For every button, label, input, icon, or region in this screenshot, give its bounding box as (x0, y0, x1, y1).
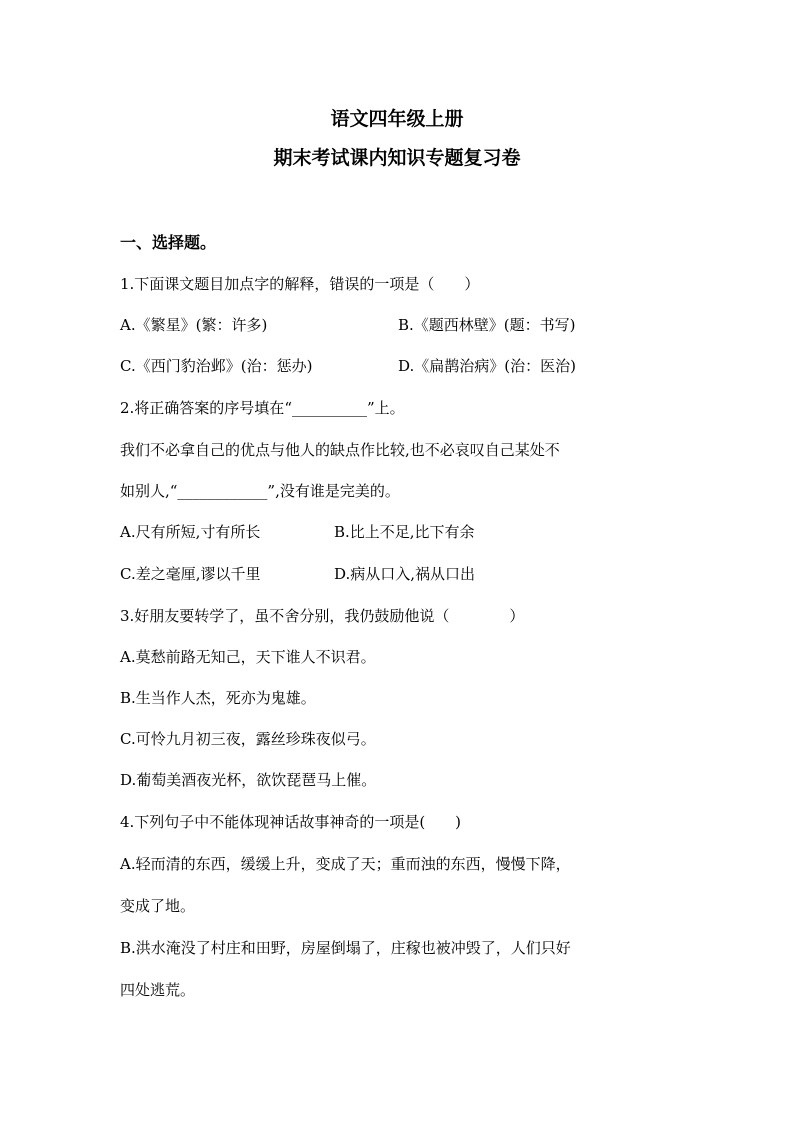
question-1-option-a: A.《繁星》(繁：许多) (120, 316, 268, 334)
page-title: 语文四年级上册 (330, 108, 464, 130)
question-2-passage-line-2: 如别人,“____________”,没有谁是完美的。 (120, 482, 400, 500)
question-2-option-a: A.尺有所短,寸有所长 (120, 523, 261, 541)
question-1-option-c: C.《西门豹治邺》(治：惩办) (120, 357, 313, 375)
question-2-passage-line-1: 我们不必拿自己的优点与他人的缺点作比较,也不必哀叹自己某处不 (120, 441, 560, 459)
question-2-option-d: D.病从口入,祸从口出 (334, 565, 476, 583)
question-1-stem: 1.下面课文题目加点字的解释，错误的一项是（ ） (120, 275, 480, 293)
question-3-option-b: B.生当作人杰，死亦为鬼雄。 (120, 689, 316, 707)
section-heading: 一、选择题。 (120, 233, 217, 252)
question-4-option-b-line-1: B.洪水淹没了村庄和田野，房屋倒塌了，庄稼也被冲毁了，人们只好 (120, 939, 571, 957)
question-2-option-c: C.差之毫厘,谬以千里 (120, 565, 261, 583)
page-subtitle: 期末考试课内知识专题复习卷 (273, 147, 521, 169)
question-1-option-d: D.《扁鹊治病》(治：医治) (398, 357, 576, 375)
question-4-option-a-line-1: A.轻而清的东西，缓缓上升，变成了天；重而浊的东西，慢慢下降， (120, 855, 571, 873)
question-3-option-a: A.莫愁前路无知己，天下谁人不识君。 (120, 648, 376, 666)
question-4-option-b-line-2: 四处逃荒。 (120, 981, 196, 999)
question-3-option-c: C.可怜九月初三夜，露丝珍珠夜似弓。 (120, 730, 376, 748)
question-1-option-b: B.《题西林壁》(题：书写) (398, 316, 576, 334)
question-4-option-a-line-2: 变成了地。 (120, 897, 196, 915)
question-2-stem: 2.将正确答案的序号填在“__________”上。 (120, 399, 405, 417)
question-3-option-d: D.葡萄美酒夜光杯，欲饮琵琶马上催。 (120, 771, 377, 789)
question-3-stem: 3.好朋友要转学了，虽不舍分别，我仍鼓励他说（ ） (120, 607, 525, 625)
question-4-stem: 4.下列句子中不能体现神话故事神奇的一项是( ) (120, 813, 462, 831)
question-2-option-b: B.比上不足,比下有余 (334, 523, 475, 541)
